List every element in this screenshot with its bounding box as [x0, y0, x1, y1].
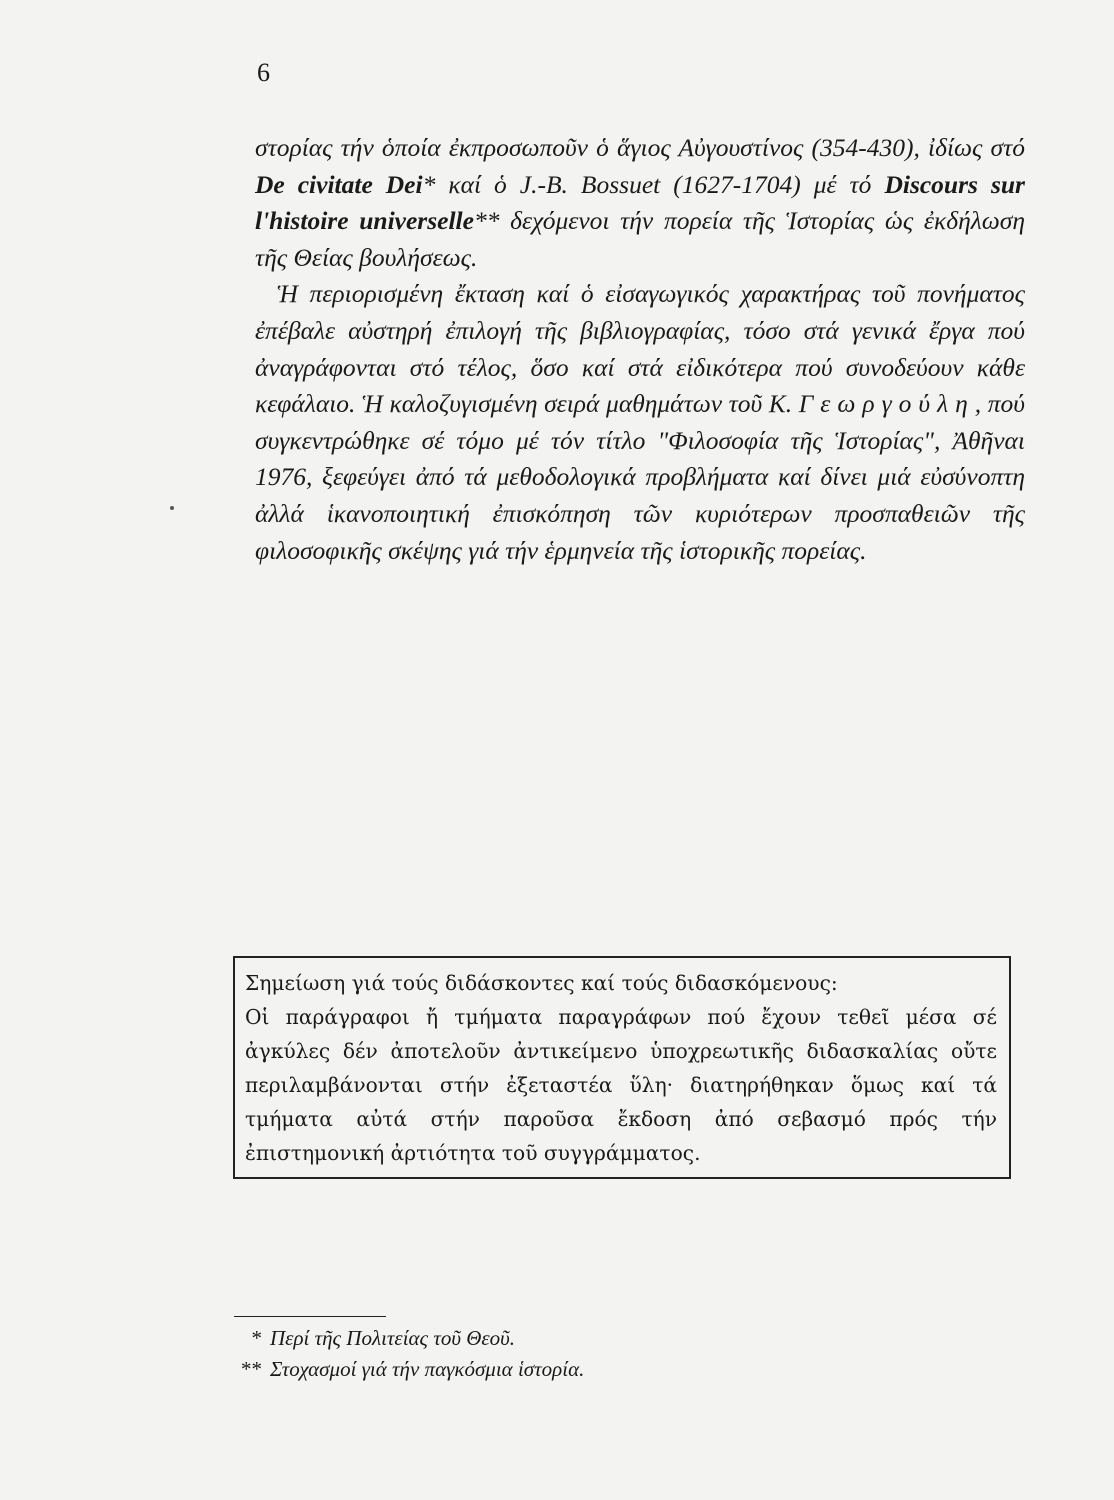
paragraph-text: * καί ὁ J.-B. Bossuet (1627-1704) μέ τό — [422, 169, 885, 199]
note-heading: Σημείωση γιά τούς διδάσκοντες καί τούς διδασκόμενους: — [245, 971, 838, 995]
body-text — [255, 130, 1025, 569]
teacher-note-box — [233, 956, 1011, 1179]
footnotes — [232, 1323, 584, 1385]
work-title-de-civitate-dei: De civitate Dei — [255, 169, 423, 199]
footnote-separator — [234, 1316, 386, 1317]
footnote-mark: * — [251, 1326, 262, 1350]
paragraph-text: ** δεχόμενοι τήν πορεία τῆς Ἱστορίας ὡς ἐκδήλωση τῆς Θείας βουλήσεως. — [255, 206, 1025, 272]
paragraph-text: Ἡ περιορισμένη ἔκταση καί ὁ εἰσαγωγικός χαρακτήρας τοῦ πονήματος ἐπέβαλε αὐστηρή ἐπιλογή τῆς βιβλιογραφίας, τόσο στά γενικά ἔργα πού ἀναγράφονται στό τέλος, ὅσο καί στά εἰδικότερα πού συνοδεύουν κάθε κεφάλαιο. Ἡ καλοζυγισμένη σειρά μαθημάτων τοῦ Κ. — [255, 279, 1025, 419]
footnote — [232, 1354, 584, 1385]
note-text: Οἱ παράγραφοι ἤ τμήματα παραγράφων πού ἔχουν τεθεῖ μέσα σέ ἀγκύλες δέν ἀποτελοῦν ἀντικείμενο ὑποχρεωτικῆς διδασκαλίας οὔτε περιλαμβάνονται στήν ἐξεταστέα ὕλη· διατηρήθηκαν ὅμως καί τά τμήματα αὐτά στήν παροῦσα ἔκδοση ἀπό σεβασμό πρός τήν ἐπιστημονική ἀρτιότητα τοῦ συγγράμματος. — [245, 1005, 997, 1165]
footnote-text: Στοχασμοί γιά τήν παγκόσμια ἱστορία. — [270, 1357, 585, 1381]
scan-speck — [170, 506, 174, 510]
paragraph-text: , πού συγκεντρώθηκε σέ τόμο μέ τόν τίτλο "Φιλοσοφία τῆς Ἱστορίας", Ἀθῆναι 1976, ξεφεύγει ἀπό τά μεθοδολογικά προβλήματα καί δίνει μιά εὐσύνοπτη ἀλλά ἱκανοποιητική ἐπισκόπηση τῶν κυριότερων προσπαθειῶν τῆς φιλοσοφικῆς σκέψης γιά τήν ἑρμηνεία τῆς ἱστορικῆς πορείας. — [255, 389, 1026, 565]
work-title-discours: Discours sur l'histoire universelle — [255, 169, 1025, 236]
footnote — [232, 1323, 584, 1354]
paragraph-bibliography — [255, 276, 1025, 569]
author-name: Γεωργούλη — [798, 389, 975, 419]
footnote-text: Περί τῆς Πολιτείας τοῦ Θεοῦ. — [270, 1326, 516, 1350]
paragraph-augustine-bossuet — [255, 130, 1025, 276]
footnote-mark: ** — [241, 1357, 262, 1381]
page-number: 6 — [257, 58, 270, 87]
paragraph-text: στορίας τήν ὁποία ἐκπροσωποῦν ὁ ἅγιος Αὐγουστίνος (354-430), ἰδίως στό — [255, 133, 1025, 162]
